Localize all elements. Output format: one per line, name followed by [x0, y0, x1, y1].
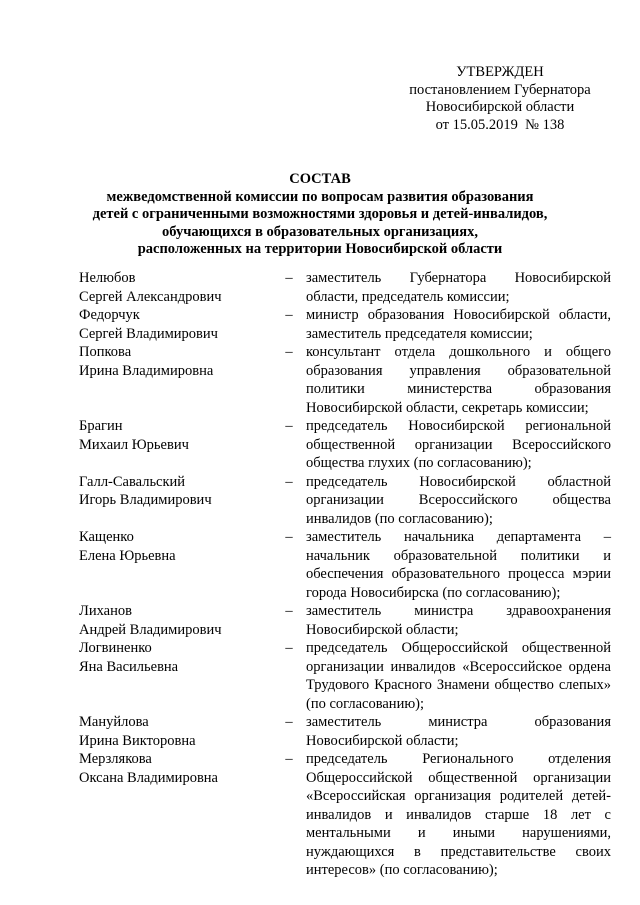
- title-line-2: детей с ограниченными возможностями здоровья и детей-инвалидов,: [92, 206, 548, 222]
- title-line-1: межведомственной комиссии по вопросам развития образования: [106, 188, 534, 205]
- member-surname: Мануйлова: [79, 714, 149, 730]
- member-dash: –: [285, 418, 293, 434]
- member-row: [79, 602, 611, 639]
- approval-region: Новосибирской области: [425, 99, 575, 115]
- member-row: [79, 528, 611, 602]
- member-surname: Федорчук: [79, 307, 140, 323]
- member-row: [79, 639, 611, 713]
- document-title: [40, 171, 600, 259]
- member-dash: –: [285, 344, 293, 360]
- member-dash: –: [285, 640, 293, 656]
- member-name: [79, 343, 279, 380]
- member-position: заместитель министра образования Новосибирской области;: [306, 714, 611, 749]
- member-surname: Кащенко: [79, 529, 134, 545]
- title-line-4: расположенных на территории Новосибирской области: [137, 241, 503, 257]
- approval-date-number: от 15.05.2019 № 138: [435, 116, 565, 133]
- member-row: [79, 306, 611, 343]
- member-position: заместитель начальника департамента – начальник образовательной политики и обеспечения образовательного процесса мэрии города Новосибирска (по согласованию);: [306, 529, 611, 601]
- member-given-name: Сергей Александрович: [79, 288, 222, 305]
- member-given-name: Елена Юрьевна: [79, 547, 176, 564]
- member-given-name: Ирина Владимировна: [79, 362, 214, 379]
- member-position: председатель Регионального отделения Общероссийской общественной организации «Всероссийская организация родителей детей-инвалидов и инвалидов старше 18 лет с ментальными и иными нарушениями, нуждающихся в представительстве своих интересов» (по согласованию);: [306, 751, 611, 878]
- member-surname: Галл-Савальский: [79, 473, 186, 490]
- member-dash: –: [285, 529, 293, 545]
- member-name: [79, 713, 279, 750]
- member-row: [79, 473, 611, 529]
- member-position: председатель Новосибирской региональной общественной организации Всероссийского общества глухих (по согласованию);: [306, 418, 611, 471]
- approval-stamp: [400, 64, 600, 134]
- member-surname: Брагин: [79, 418, 123, 434]
- member-name: [79, 602, 279, 639]
- member-row: [79, 750, 611, 880]
- member-dash: –: [285, 751, 293, 767]
- member-given-name: Андрей Владимирович: [79, 621, 222, 638]
- member-row: [79, 269, 611, 306]
- title-line-3: обучающихся в образовательных организациях,: [162, 223, 478, 240]
- member-dash: –: [285, 603, 293, 619]
- member-given-name: Оксана Владимировна: [79, 769, 218, 786]
- member-position: председатель Общероссийской общественной организации инвалидов «Всероссийское ордена Трудового Красного Знамени общество слепых» (по согласованию);: [306, 640, 611, 712]
- member-name: [79, 306, 279, 343]
- member-position: председатель Новосибирской областной организации Всероссийского общества инвалидов (по согласованию);: [306, 473, 611, 527]
- member-position: заместитель Губернатора Новосибирской области, председатель комиссии;: [306, 270, 611, 305]
- member-surname: Логвиненко: [79, 640, 152, 656]
- member-surname: Попкова: [79, 344, 132, 360]
- member-given-name: Яна Васильевна: [79, 658, 179, 675]
- member-row: [79, 417, 611, 473]
- member-name: [79, 417, 279, 454]
- member-given-name: Игорь Владимирович: [79, 492, 212, 508]
- member-name: [79, 639, 279, 676]
- member-given-name: Сергей Владимирович: [79, 325, 218, 342]
- member-dash: –: [285, 473, 293, 490]
- approval-decree: постановлением Губернатора: [409, 81, 591, 98]
- member-surname: Лиханов: [79, 603, 132, 619]
- approval-heading: УТВЕРЖДЕН: [456, 64, 544, 80]
- member-position: министр образования Новосибирской области, заместитель председателя комиссии;: [306, 307, 611, 342]
- member-name: [79, 269, 279, 306]
- member-position: заместитель министра здравоохранения Новосибирской области;: [306, 603, 611, 638]
- members-list: [79, 269, 611, 880]
- member-dash: –: [285, 714, 293, 730]
- member-name: [79, 473, 279, 510]
- member-row: [79, 713, 611, 750]
- member-surname: Нелюбов: [79, 270, 136, 286]
- member-name: [79, 528, 279, 565]
- member-given-name: Михаил Юрьевич: [79, 436, 189, 453]
- member-surname: Мерзлякова: [79, 751, 152, 767]
- member-name: [79, 750, 279, 787]
- title-heading: СОСТАВ: [289, 171, 351, 187]
- member-row: [79, 343, 611, 417]
- member-dash: –: [285, 270, 293, 286]
- member-dash: –: [285, 307, 293, 323]
- member-given-name: Ирина Викторовна: [79, 732, 196, 749]
- member-position: консультант отдела дошкольного и общего образования управления образовательной политики министерства образования Новосибирской области, секретарь комиссии;: [306, 344, 611, 416]
